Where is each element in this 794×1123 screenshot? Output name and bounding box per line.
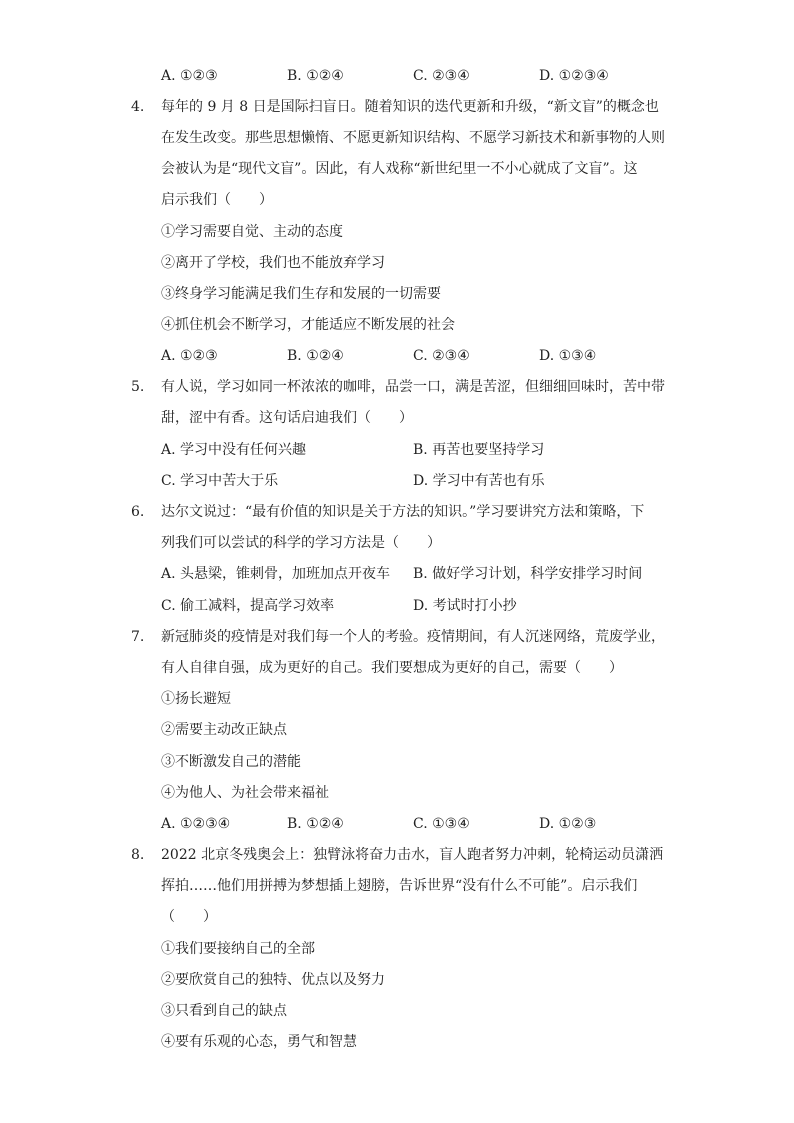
question-text-line: 有人说，学习如同一杯浓浓的咖啡，品尝一口，满是苦涩，但细细回味时，苦中带 xyxy=(161,379,665,395)
question-text-line: 达尔文说过：“最有价值的知识是关于方法的知识。”学习要讲究方法和策略，下 xyxy=(161,504,645,520)
question-number: 5. xyxy=(131,379,145,395)
option-c: C. 偷工减料，提高学习效率 xyxy=(161,598,335,614)
option-d: D. 学习中有苦也有乐 xyxy=(413,473,545,489)
option-a: A. ①②③④ xyxy=(161,816,231,832)
statement: ①我们要接纳自己的全部 xyxy=(161,941,315,957)
question-text-line: 启示我们（ ） xyxy=(161,192,273,208)
question-number: 6. xyxy=(131,504,145,520)
statement: ②离开了学校，我们也不能放弃学习 xyxy=(161,255,385,271)
question-text-line: 有人自律自强，成为更好的自己。我们要想成为更好的自己，需要（ ） xyxy=(161,660,623,676)
option-d: D. ①②③④ xyxy=(539,68,609,84)
question-text-line: 会被认为是“现代文盲”。因此，有人戏称“新世纪里一不小心就成了文盲”。这 xyxy=(161,161,638,177)
question-text-line: 列我们可以尝试的科学的学习方法是（ ） xyxy=(161,535,441,551)
option-a: A. ①②③ xyxy=(161,348,218,364)
option-c: C. ②③④ xyxy=(413,348,470,364)
question-text-line: （ ） xyxy=(161,909,217,925)
statement: ④为他人、为社会带来福祉 xyxy=(161,785,329,801)
question-text-line: 新冠肺炎的疫情是对我们每一个人的考验。疫情期间，有人沉迷网络，荒废学业， xyxy=(161,629,665,645)
option-a: A. 学习中没有任何兴趣 xyxy=(161,442,307,458)
question-text-line: 2022 北京冬残奥会上：独臂泳将奋力击水，盲人跑者努力冲刺，轮椅运动员潇洒 xyxy=(161,847,664,863)
option-b: B. ①②④ xyxy=(287,816,344,832)
question-number: 7. xyxy=(131,629,145,645)
option-c: C. 学习中苦大于乐 xyxy=(161,473,279,489)
statement: ①学习需要自觉、主动的态度 xyxy=(161,224,343,240)
statement: ②要欣赏自己的独特、优点以及努力 xyxy=(161,972,385,988)
statement: ③终身学习能满足我们生存和发展的一切需要 xyxy=(161,286,441,302)
question-number: 8. xyxy=(131,847,145,863)
question-text-line: 每年的 9 月 8 日是国际扫盲日。随着知识的迭代更新和升级，“新文盲”的概念也 xyxy=(161,99,659,115)
option-c: C. ①③④ xyxy=(413,816,470,832)
option-d: D. ①②③ xyxy=(539,816,597,832)
question-text-line: 挥拍……他们用拼搏为梦想插上翅膀，告诉世界“没有什么不可能”。启示我们 xyxy=(161,878,638,894)
statement: ②需要主动改正缺点 xyxy=(161,722,287,738)
option-a: A. ①②③ xyxy=(161,68,218,84)
question-text-line: 在发生改变。那些思想懒惰、不愿更新知识结构、不愿学习新技术和新事物的人则 xyxy=(161,130,665,146)
question-text-line: 甜，涩中有香。这句话启迪我们（ ） xyxy=(161,410,413,426)
option-d: D. ①③④ xyxy=(539,348,597,364)
option-c: C. ②③④ xyxy=(413,68,470,84)
statement: ④要有乐观的心态，勇气和智慧 xyxy=(161,1034,357,1050)
option-b: B. ①②④ xyxy=(287,348,344,364)
option-a: A. 头悬梁，锥刺骨，加班加点开夜车 xyxy=(161,566,391,582)
statement: ①扬长避短 xyxy=(161,691,231,707)
question-number: 4. xyxy=(131,99,145,115)
option-b: B. 做好学习计划，科学安排学习时间 xyxy=(413,566,643,582)
statement: ④抓住机会不断学习，才能适应不断发展的社会 xyxy=(161,317,455,333)
option-d: D. 考试时打小抄 xyxy=(413,598,517,614)
option-b: B. 再苦也要坚持学习 xyxy=(413,442,545,458)
option-b: B. ①②④ xyxy=(287,68,344,84)
statement: ③不断激发自己的潜能 xyxy=(161,754,301,770)
statement: ③只看到自己的缺点 xyxy=(161,1003,287,1019)
